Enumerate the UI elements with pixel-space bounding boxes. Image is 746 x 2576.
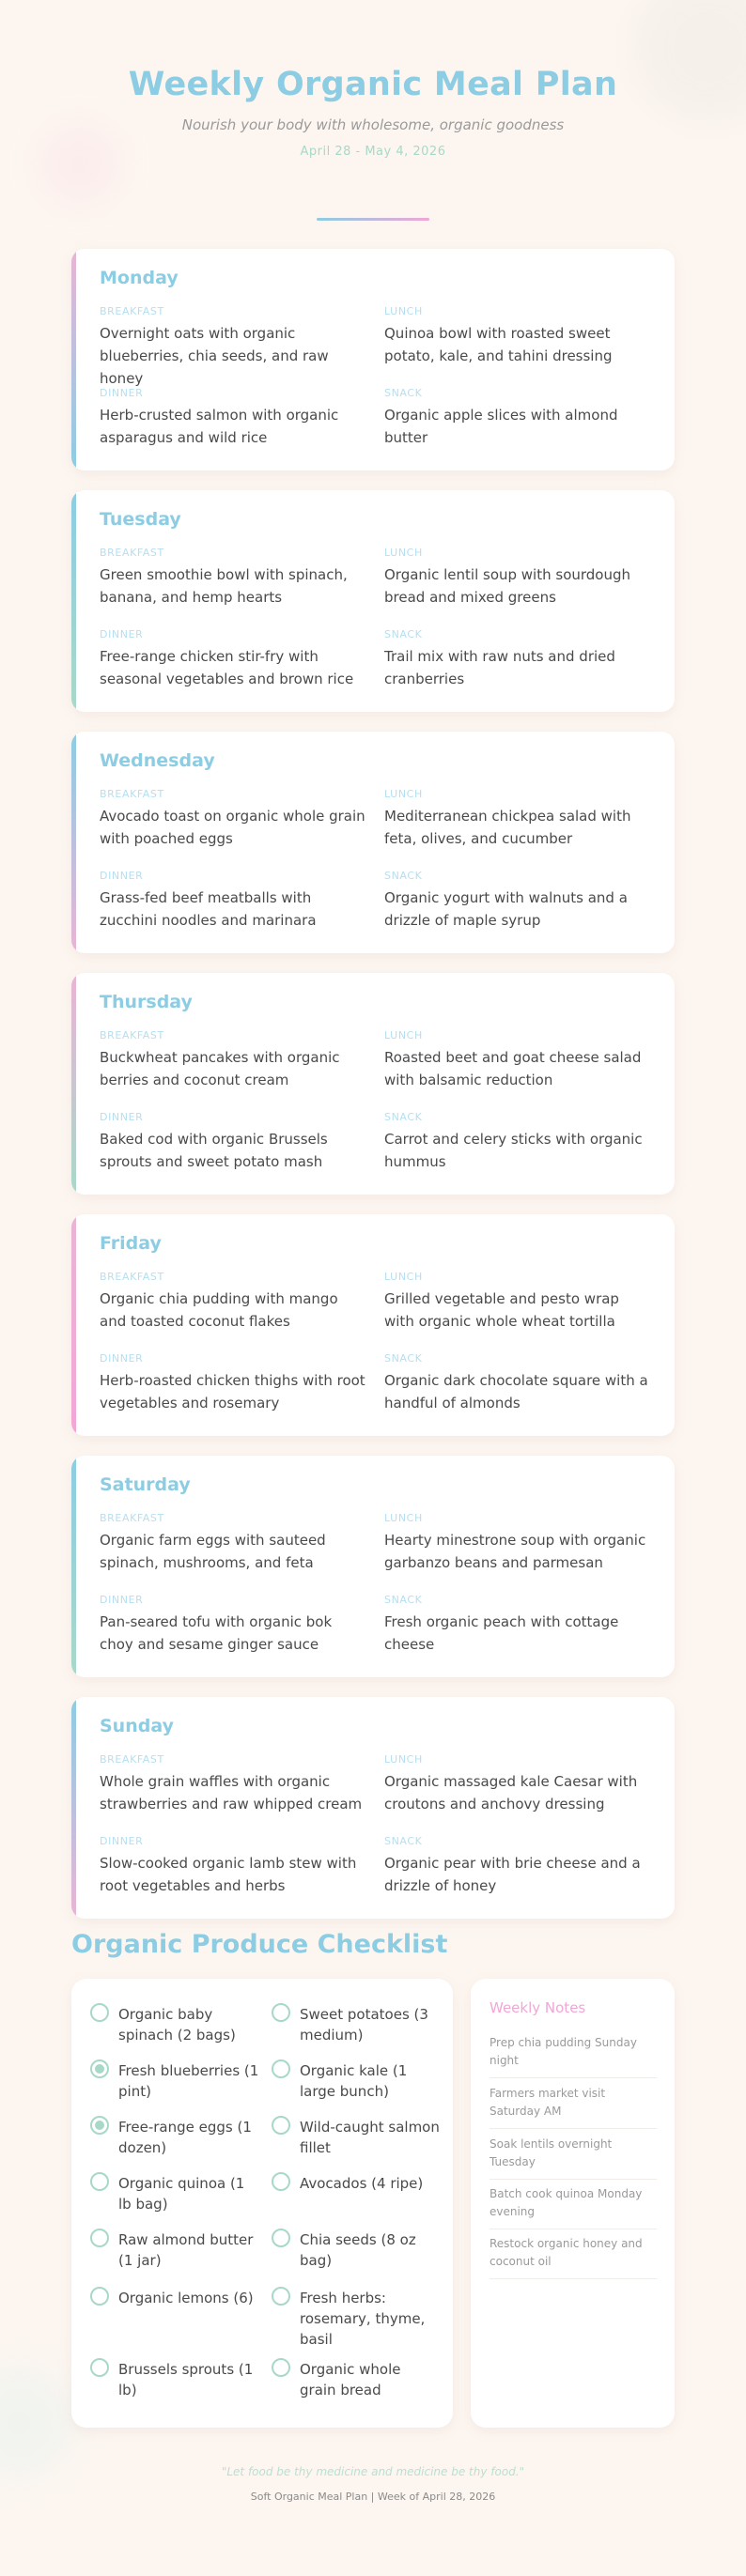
meal-lunch bbox=[384, 1271, 652, 1333]
meal-label: LUNCH bbox=[384, 547, 423, 559]
meal-label: DINNER bbox=[100, 1594, 144, 1606]
day-accent-bar bbox=[71, 973, 76, 1195]
day-card-saturday bbox=[71, 1456, 675, 1677]
checklist-item-label: Raw almond butter (1 jar) bbox=[118, 2231, 254, 2269]
meal-label: LUNCH bbox=[384, 1029, 423, 1041]
meal-breakfast bbox=[100, 1029, 367, 1091]
checklist-item[interactable] bbox=[90, 2173, 259, 2214]
checklist-item-label: Sweet potatoes (3 medium) bbox=[300, 2006, 428, 2044]
meal-description: Buckwheat pancakes with organic berries and coconut cream bbox=[100, 1049, 340, 1088]
checklist-item-label: Fresh blueberries (1 pint) bbox=[118, 2062, 259, 2100]
meal-description: Grass-fed beef meatballs with zucchini noodles and marinara bbox=[100, 889, 317, 929]
meal-description: Pan-seared tofu with organic bok choy and sesame ginger sauce bbox=[100, 1613, 333, 1653]
checklist-item-label: Organic kale (1 large bunch) bbox=[300, 2062, 408, 2100]
day-accent-bar bbox=[71, 490, 76, 712]
meal-lunch bbox=[384, 547, 652, 609]
page-title: Weekly Organic Meal Plan bbox=[128, 66, 618, 103]
checklist-item-label: Organic baby spinach (2 bags) bbox=[118, 2006, 236, 2044]
meal-label: BREAKFAST bbox=[100, 788, 164, 800]
meal-snack bbox=[384, 1111, 652, 1173]
checklist-item[interactable] bbox=[272, 2359, 441, 2400]
meal-lunch bbox=[384, 788, 652, 850]
meal-label: DINNER bbox=[100, 628, 144, 640]
checklist-item[interactable] bbox=[90, 2004, 259, 2045]
meal-description: Whole grain waffles with organic strawberries and raw whipped cream bbox=[100, 1773, 363, 1812]
day-accent-bar bbox=[71, 1697, 76, 1919]
meal-description: Herb-crusted salmon with organic asparagus and wild rice bbox=[100, 407, 339, 446]
checklist-item-label: Wild-caught salmon fillet bbox=[300, 2119, 440, 2156]
page-header bbox=[0, 66, 746, 159]
meal-lunch bbox=[384, 1753, 652, 1815]
meal-snack bbox=[384, 628, 652, 690]
meal-description: Trail mix with raw nuts and dried cranberries bbox=[384, 648, 615, 687]
checklist-item[interactable] bbox=[90, 2288, 259, 2308]
meal-description: Organic chia pudding with mango and toasted coconut flakes bbox=[100, 1290, 338, 1330]
meal-label: SNACK bbox=[384, 387, 423, 399]
meal-description: Herb-roasted chicken thighs with root vegetables and rosemary bbox=[100, 1372, 365, 1411]
footer-meta: Soft Organic Meal Plan | Week of April 28, 2026 bbox=[250, 2491, 496, 2503]
checklist-item[interactable] bbox=[272, 2117, 441, 2158]
checklist-item[interactable] bbox=[90, 2359, 259, 2400]
checklist-item-label: Organic quinoa (1 lb bag) bbox=[118, 2175, 245, 2213]
checklist-item-label: Avocados (4 ripe) bbox=[300, 2175, 424, 2192]
meal-snack bbox=[384, 1594, 652, 1656]
day-name: Thursday bbox=[100, 992, 193, 1012]
checklist-item[interactable] bbox=[272, 2060, 441, 2102]
meal-breakfast bbox=[100, 1271, 367, 1333]
day-accent-bar bbox=[71, 1214, 76, 1436]
day-name: Wednesday bbox=[100, 750, 215, 771]
header-divider bbox=[317, 218, 429, 221]
meal-description: Grilled vegetable and pesto wrap with organic whole wheat tortilla bbox=[384, 1290, 619, 1330]
unchecked-circle-icon[interactable] bbox=[90, 2287, 109, 2306]
checklist-item[interactable] bbox=[90, 2229, 259, 2271]
weekly-notes-card bbox=[471, 1979, 675, 2428]
note-item: Farmers market visit Saturday AM bbox=[490, 2085, 657, 2129]
meal-description: Organic yogurt with walnuts and a drizzle of maple syrup bbox=[384, 889, 628, 929]
meal-label: SNACK bbox=[384, 1835, 423, 1847]
meal-label: LUNCH bbox=[384, 788, 423, 800]
meal-snack bbox=[384, 1352, 652, 1414]
meal-label: LUNCH bbox=[384, 1271, 423, 1283]
meal-description: Organic pear with brie cheese and a drizzle of honey bbox=[384, 1855, 641, 1894]
checklist-item[interactable] bbox=[90, 2117, 259, 2158]
day-name: Saturday bbox=[100, 1474, 191, 1495]
meal-snack bbox=[384, 870, 652, 932]
meal-label: BREAKFAST bbox=[100, 1753, 164, 1766]
day-name: Sunday bbox=[100, 1716, 174, 1736]
meal-label: BREAKFAST bbox=[100, 1271, 164, 1283]
meal-dinner bbox=[100, 1835, 367, 1897]
day-accent-bar bbox=[71, 249, 76, 470]
meal-dinner bbox=[100, 1594, 367, 1656]
meal-description: Organic apple slices with almond butter bbox=[384, 407, 618, 446]
checklist-item-label: Organic whole grain bread bbox=[300, 2361, 401, 2399]
meal-description: Avocado toast on organic whole grain with poached eggs bbox=[100, 808, 365, 847]
unchecked-circle-icon[interactable] bbox=[272, 2287, 290, 2306]
day-card-sunday bbox=[71, 1697, 675, 1919]
meal-label: DINNER bbox=[100, 387, 144, 399]
day-card-thursday bbox=[71, 973, 675, 1195]
meal-lunch bbox=[384, 1512, 652, 1574]
footer-quote: "Let food be thy medicine and medicine be thy food." bbox=[221, 2465, 525, 2478]
meal-label: LUNCH bbox=[384, 305, 423, 317]
meal-description: Slow-cooked organic lamb stew with root vegetables and herbs bbox=[100, 1855, 357, 1894]
checklist-item[interactable] bbox=[90, 2060, 259, 2102]
note-item: Prep chia pudding Sunday night bbox=[490, 2034, 657, 2078]
meal-dinner bbox=[100, 628, 367, 690]
meal-description: Fresh organic peach with cottage cheese bbox=[384, 1613, 619, 1653]
checked-circle-icon[interactable] bbox=[90, 2116, 109, 2135]
meal-dinner bbox=[100, 1352, 367, 1414]
day-card-wednesday bbox=[71, 732, 675, 953]
meal-breakfast bbox=[100, 305, 367, 390]
meal-breakfast bbox=[100, 1512, 367, 1574]
meal-label: SNACK bbox=[384, 870, 423, 882]
meal-label: SNACK bbox=[384, 1352, 423, 1365]
day-accent-bar bbox=[71, 732, 76, 953]
meal-label: DINNER bbox=[100, 870, 144, 882]
checklist-item-label: Chia seeds (8 oz bag) bbox=[300, 2231, 416, 2269]
meal-snack bbox=[384, 387, 652, 449]
day-name: Friday bbox=[100, 1233, 162, 1254]
unchecked-circle-icon[interactable] bbox=[272, 2116, 290, 2135]
meal-description: Organic massaged kale Caesar with croutons and anchovy dressing bbox=[384, 1773, 638, 1812]
meal-description: Quinoa bowl with roasted sweet potato, kale, and tahini dressing bbox=[384, 325, 613, 364]
meal-snack bbox=[384, 1835, 652, 1897]
meal-label: LUNCH bbox=[384, 1753, 423, 1766]
meal-label: SNACK bbox=[384, 628, 423, 640]
meal-label: DINNER bbox=[100, 1111, 144, 1123]
checklist-item[interactable] bbox=[272, 2288, 441, 2350]
meal-description: Green smoothie bowl with spinach, banana, and hemp hearts bbox=[100, 566, 348, 606]
note-item: Batch cook quinoa Monday evening bbox=[490, 2185, 657, 2229]
meal-breakfast bbox=[100, 788, 367, 850]
day-accent-bar bbox=[71, 1456, 76, 1677]
produce-checklist bbox=[71, 1979, 453, 2428]
meal-description: Roasted beet and goat cheese salad with balsamic reduction bbox=[384, 1049, 642, 1088]
meal-description: Carrot and celery sticks with organic hummus bbox=[384, 1131, 643, 1170]
meal-label: DINNER bbox=[100, 1835, 144, 1847]
meal-lunch bbox=[384, 305, 652, 367]
unchecked-circle-icon[interactable] bbox=[272, 2059, 290, 2078]
day-card-monday bbox=[71, 249, 675, 470]
page-subtitle: Nourish your body with wholesome, organic goodness bbox=[181, 116, 565, 133]
decorative-blob bbox=[0, 2367, 75, 2479]
meal-label: BREAKFAST bbox=[100, 1512, 164, 1524]
meal-label: BREAKFAST bbox=[100, 547, 164, 559]
meal-label: LUNCH bbox=[384, 1512, 423, 1524]
meal-description: Organic dark chocolate square with a handful of almonds bbox=[384, 1372, 648, 1411]
checklist-item-label: Free-range eggs (1 dozen) bbox=[118, 2119, 252, 2156]
unchecked-circle-icon[interactable] bbox=[90, 2358, 109, 2377]
meal-description: Overnight oats with organic blueberries, chia seeds, and raw honey bbox=[100, 325, 329, 387]
meal-dinner bbox=[100, 870, 367, 932]
note-item: Restock organic honey and coconut oil bbox=[490, 2235, 657, 2279]
unchecked-circle-icon[interactable] bbox=[272, 2172, 290, 2191]
meal-description: Mediterranean chickpea salad with feta, olives, and cucumber bbox=[384, 808, 631, 847]
meal-label: SNACK bbox=[384, 1111, 423, 1123]
checklist-item[interactable] bbox=[272, 2229, 441, 2271]
meal-description: Organic lentil soup with sourdough bread and mixed greens bbox=[384, 566, 631, 606]
meal-description: Baked cod with organic Brussels sprouts and sweet potato mash bbox=[100, 1131, 328, 1170]
meal-label: SNACK bbox=[384, 1594, 423, 1606]
meal-description: Free-range chicken stir-fry with seasonal vegetables and brown rice bbox=[100, 648, 354, 687]
checklist-item[interactable] bbox=[272, 2173, 441, 2194]
checklist-item[interactable] bbox=[272, 2004, 441, 2045]
unchecked-circle-icon[interactable] bbox=[90, 2229, 109, 2247]
meal-description: Hearty minestrone soup with organic garbanzo beans and parmesan bbox=[384, 1532, 646, 1571]
meal-dinner bbox=[100, 1111, 367, 1173]
checklist-item-label: Fresh herbs: rosemary, thyme, basil bbox=[300, 2290, 426, 2348]
checklist-item-label: Brussels sprouts (1 lb) bbox=[118, 2361, 254, 2399]
meal-breakfast bbox=[100, 547, 367, 609]
meal-label: BREAKFAST bbox=[100, 305, 164, 317]
unchecked-circle-icon[interactable] bbox=[272, 2358, 290, 2377]
day-name: Monday bbox=[100, 268, 179, 288]
meal-description: Organic farm eggs with sauteed spinach, mushrooms, and feta bbox=[100, 1532, 326, 1571]
day-name: Tuesday bbox=[100, 509, 181, 530]
notes-title: Weekly Notes bbox=[490, 1999, 586, 2016]
checklist-item-label: Organic lemons (6) bbox=[118, 2290, 254, 2306]
meal-label: DINNER bbox=[100, 1352, 144, 1365]
note-item: Soak lentils overnight Tuesday bbox=[490, 2136, 657, 2180]
unchecked-circle-icon[interactable] bbox=[272, 2003, 290, 2022]
unchecked-circle-icon[interactable] bbox=[90, 2003, 109, 2022]
unchecked-circle-icon[interactable] bbox=[90, 2172, 109, 2191]
meal-lunch bbox=[384, 1029, 652, 1091]
unchecked-circle-icon[interactable] bbox=[272, 2229, 290, 2247]
date-range: April 28 - May 4, 2026 bbox=[300, 145, 446, 159]
meal-label: BREAKFAST bbox=[100, 1029, 164, 1041]
checked-circle-icon[interactable] bbox=[90, 2059, 109, 2078]
meal-breakfast bbox=[100, 1753, 367, 1815]
meal-dinner bbox=[100, 387, 367, 449]
day-card-tuesday bbox=[71, 490, 675, 712]
day-card-friday bbox=[71, 1214, 675, 1436]
checklist-title: Organic Produce Checklist bbox=[71, 1930, 448, 1959]
